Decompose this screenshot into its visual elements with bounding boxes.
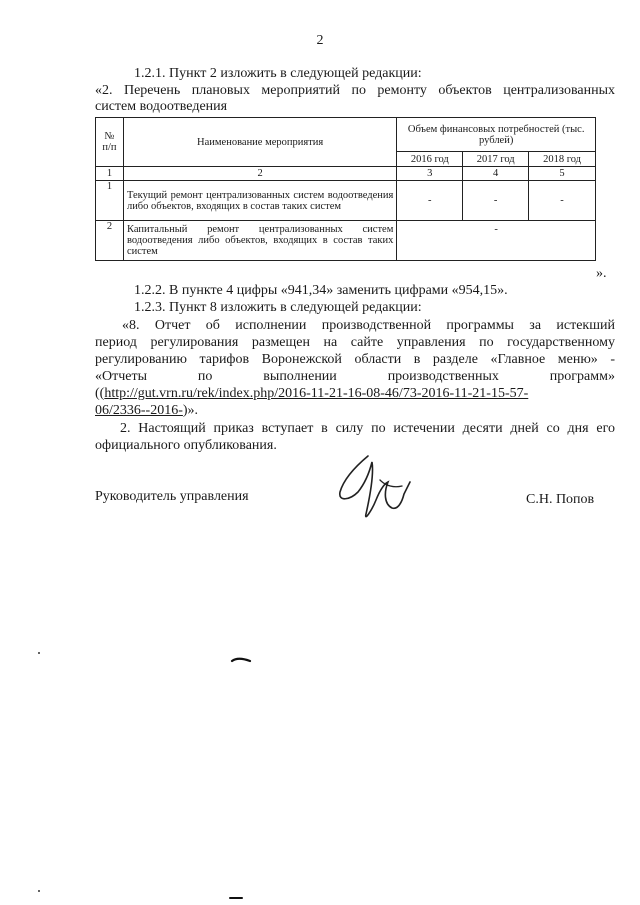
signer-name: С.Н. Попов xyxy=(526,492,595,507)
item-2-line-1: 2. Настоящий приказ вступает в силу по истечении десяти дней со дня его xyxy=(120,421,615,436)
table-row xyxy=(96,221,596,261)
quote-line-1: «2. Перечень плановых мероприятий по ремонту объектов централизованных xyxy=(95,83,615,98)
col-number-2: 2 xyxy=(123,167,396,181)
row-value-2016: - xyxy=(397,181,463,221)
table-row xyxy=(96,181,596,221)
p8-line-2: период регулирования размещен на сайте управления по государственному xyxy=(95,335,615,350)
report-link-part-1[interactable]: http://gut.vrn.ru/rek/index.php/2016-11-21-16-08-46/73-2016-11-21-15-57- xyxy=(104,386,529,401)
header-year-2018: 2018 год xyxy=(529,152,596,167)
header-finance: Объем финансовых потребностей (тыс. рублей) xyxy=(397,118,596,152)
p8-line-6 xyxy=(95,403,198,419)
quote-line-2: систем водоотведения xyxy=(95,99,228,114)
col-number-1: 1 xyxy=(96,167,124,181)
page-number: 2 xyxy=(316,33,324,48)
col-number-3: 3 xyxy=(397,167,463,181)
scan-dot-icon xyxy=(36,650,42,656)
link-prefix: (( xyxy=(95,386,105,401)
p8-line-1: «8. Отчет об исполнении производственной программы за истекший xyxy=(122,318,615,333)
signature-icon xyxy=(330,452,420,527)
row-value-merged: - xyxy=(397,221,596,261)
row-name: Капитальный ремонт централизованных систем водоотведения либо объектов, входящих в состав таких систем xyxy=(123,221,396,261)
p8-line-3: регулированию тарифов Воронежской области в разделе «Главное меню» - xyxy=(95,352,615,367)
col-number-4: 4 xyxy=(463,167,529,181)
quote-close: ». xyxy=(596,266,607,281)
p8-line-5 xyxy=(95,386,528,402)
p8-word: по xyxy=(197,369,213,384)
item-1-2-1: 1.2.1. Пункт 2 изложить в следующей редакции: xyxy=(134,66,422,81)
item-1-2-2: 1.2.2. В пункте 4 цифры «941,34» заменить цифрами «954,15». xyxy=(134,283,508,298)
row-number: 2 xyxy=(96,221,124,261)
p8-word: «Отчеты xyxy=(95,369,148,384)
scan-mark-icon xyxy=(230,656,252,666)
scan-mark-icon xyxy=(228,894,244,902)
item-2-line-2: официального опубликования. xyxy=(95,438,277,453)
header-number: № п/п xyxy=(96,118,124,167)
row-number: 1 xyxy=(96,181,124,221)
p8-word: производственных xyxy=(387,369,499,384)
plan-table xyxy=(95,117,596,261)
header-year-2016: 2016 год xyxy=(397,152,463,167)
item-1-2-3: 1.2.3. Пункт 8 изложить в следующей редакции: xyxy=(134,300,422,315)
row-value-2017: - xyxy=(463,181,529,221)
col-number-5: 5 xyxy=(529,167,596,181)
header-year-2017: 2017 год xyxy=(463,152,529,167)
p8-line-4 xyxy=(95,369,615,385)
p8-word: программ» xyxy=(549,369,615,384)
signer-title: Руководитель управления xyxy=(95,489,249,504)
report-link-part-2[interactable]: 06/2336--2016- xyxy=(95,403,183,418)
link-suffix: )». xyxy=(182,403,199,418)
scan-dot-icon xyxy=(36,888,42,894)
row-value-2018: - xyxy=(529,181,596,221)
header-name: Наименование мероприятия xyxy=(123,118,396,167)
row-name: Текущий ремонт централизованных систем водоотведения либо объектов, входящих в состав таких систем xyxy=(123,181,396,221)
p8-word: выполнении xyxy=(263,369,337,384)
